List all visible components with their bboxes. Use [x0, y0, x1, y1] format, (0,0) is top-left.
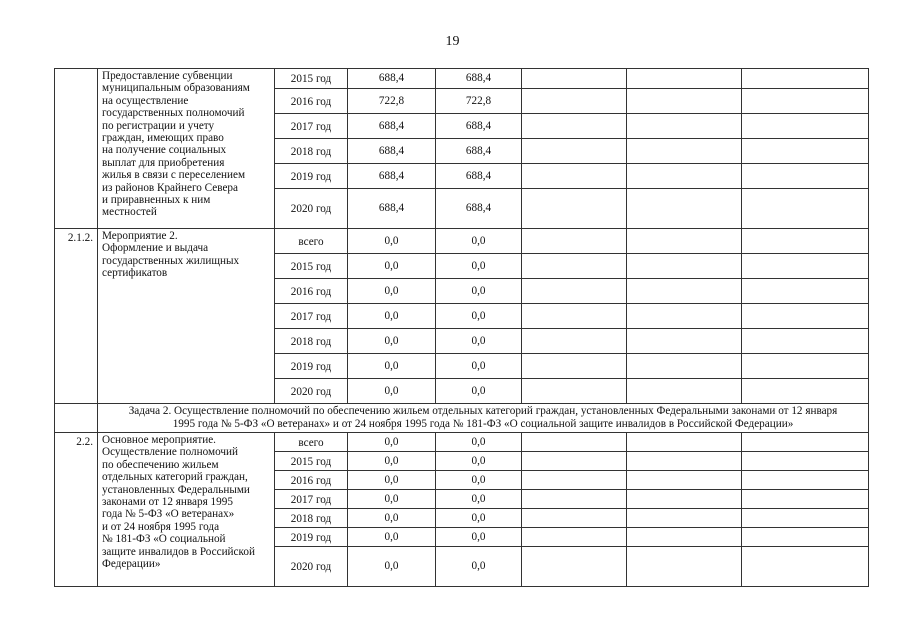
value-cell: 688,4	[436, 114, 522, 139]
year-cell: 2020 год	[275, 547, 348, 587]
empty-cell	[627, 229, 742, 254]
year-cell: 2019 год	[275, 354, 348, 379]
empty-cell	[627, 471, 742, 490]
value-cell: 688,4	[348, 189, 436, 229]
value-cell: 0,0	[436, 304, 522, 329]
empty-cell	[522, 509, 627, 528]
empty-cell	[627, 379, 742, 404]
value-cell: 722,8	[348, 89, 436, 114]
empty-cell	[742, 452, 869, 471]
task-row	[55, 404, 869, 433]
year-cell: 2018 год	[275, 329, 348, 354]
value-cell: 0,0	[348, 452, 436, 471]
year-cell: 2016 год	[275, 89, 348, 114]
empty-cell	[627, 490, 742, 509]
value-cell: 0,0	[348, 509, 436, 528]
empty-cell	[522, 452, 627, 471]
empty-cell	[627, 254, 742, 279]
year-cell: всего	[275, 229, 348, 254]
table-row	[55, 433, 869, 452]
empty-cell	[627, 547, 742, 587]
empty-cell	[522, 89, 627, 114]
value-cell: 0,0	[348, 528, 436, 547]
empty-cell	[627, 509, 742, 528]
empty-cell	[627, 433, 742, 452]
year-cell: 2015 год	[275, 254, 348, 279]
empty-cell	[522, 304, 627, 329]
empty-cell	[522, 354, 627, 379]
value-cell: 0,0	[348, 379, 436, 404]
empty-cell	[627, 114, 742, 139]
value-cell: 0,0	[348, 229, 436, 254]
table-row	[55, 229, 869, 254]
empty-cell	[522, 69, 627, 89]
empty-cell	[742, 471, 869, 490]
empty-cell	[522, 139, 627, 164]
value-cell: 0,0	[348, 471, 436, 490]
empty-cell	[627, 452, 742, 471]
empty-cell	[742, 490, 869, 509]
value-cell: 0,0	[436, 329, 522, 354]
row-number	[55, 69, 98, 229]
empty-cell	[627, 139, 742, 164]
empty-cell	[627, 329, 742, 354]
value-cell: 0,0	[436, 354, 522, 379]
year-cell: 2015 год	[275, 69, 348, 89]
empty-cell	[742, 254, 869, 279]
value-cell: 0,0	[348, 490, 436, 509]
program-table	[54, 68, 869, 587]
value-cell: 0,0	[348, 547, 436, 587]
year-cell: 2018 год	[275, 509, 348, 528]
table-row	[55, 69, 869, 89]
value-cell: 0,0	[348, 433, 436, 452]
year-cell: 2018 год	[275, 139, 348, 164]
empty-cell	[742, 164, 869, 189]
empty-cell	[627, 164, 742, 189]
empty-cell	[742, 379, 869, 404]
empty-cell	[522, 379, 627, 404]
empty-cell	[522, 279, 627, 304]
empty-cell	[742, 354, 869, 379]
empty-cell	[742, 528, 869, 547]
year-cell: 2019 год	[275, 164, 348, 189]
empty-cell	[742, 189, 869, 229]
empty-cell	[522, 471, 627, 490]
empty-cell	[742, 433, 869, 452]
value-cell: 0,0	[436, 547, 522, 587]
value-cell: 0,0	[436, 279, 522, 304]
empty-cell	[742, 304, 869, 329]
year-cell: 2017 год	[275, 304, 348, 329]
year-cell: 2015 год	[275, 452, 348, 471]
year-cell: 2020 год	[275, 379, 348, 404]
empty-cell	[627, 354, 742, 379]
value-cell: 688,4	[436, 164, 522, 189]
empty-cell	[742, 329, 869, 354]
empty-cell	[742, 89, 869, 114]
empty-cell	[742, 509, 869, 528]
empty-cell	[627, 528, 742, 547]
empty-cell	[522, 490, 627, 509]
empty-cell	[522, 547, 627, 587]
year-cell: 2016 год	[275, 279, 348, 304]
row-number: 2.2.	[55, 433, 98, 587]
empty-cell	[627, 304, 742, 329]
measure-name: Мероприятие 2. Оформление и выдача государственных жилищных сертификатов	[98, 229, 275, 404]
value-cell: 0,0	[436, 229, 522, 254]
measure-name: Предоставление субвенции муниципальным образованиям на осуществление государственных полномочий по регистрации и учету граждан, имеющих право на получение социальных выплат для приобретения жилья в связи с переселением из районов Крайнего Севера и приравненных к ним местностей	[98, 69, 275, 229]
value-cell: 0,0	[348, 254, 436, 279]
empty-cell	[742, 547, 869, 587]
value-cell: 688,4	[436, 189, 522, 229]
empty-cell	[742, 229, 869, 254]
empty-cell	[742, 279, 869, 304]
value-cell: 0,0	[436, 452, 522, 471]
year-cell: 2017 год	[275, 114, 348, 139]
value-cell: 688,4	[348, 164, 436, 189]
empty-cell	[742, 139, 869, 164]
empty-cell	[627, 69, 742, 89]
empty-cell	[522, 114, 627, 139]
value-cell: 688,4	[436, 69, 522, 89]
row-number: 2.1.2.	[55, 229, 98, 404]
value-cell: 0,0	[436, 433, 522, 452]
empty-cell	[627, 189, 742, 229]
year-cell: 2019 год	[275, 528, 348, 547]
value-cell: 688,4	[436, 139, 522, 164]
empty-cell	[522, 329, 627, 354]
value-cell: 0,0	[436, 490, 522, 509]
empty-cell	[522, 528, 627, 547]
empty-cell	[522, 164, 627, 189]
value-cell: 0,0	[436, 509, 522, 528]
year-cell: всего	[275, 433, 348, 452]
empty-cell	[522, 433, 627, 452]
empty-cell	[627, 89, 742, 114]
empty-cell	[55, 404, 98, 433]
empty-cell	[522, 254, 627, 279]
value-cell: 688,4	[348, 139, 436, 164]
task-heading: Задача 2. Осуществление полномочий по обеспечению жильем отдельных категорий граждан, установленных Федеральными законами от 12 января 1995 года № 5-ФЗ «О ветеранах» и от 24 ноября 1995 года № 181-ФЗ «О социальной защите инвалидов в Российской Федерации»	[98, 404, 869, 433]
value-cell: 688,4	[348, 114, 436, 139]
measure-name: Основное мероприятие. Осуществление полномочий по обеспечению жильем отдельных категорий граждан, установленных Федеральными законами от 12 января 1995 года № 5-ФЗ «О ветеранах» и от 24 ноября 1995 года № 181-ФЗ «О социальной защите инвалидов в Российской Федерации»	[98, 433, 275, 587]
table-body	[55, 69, 869, 587]
value-cell: 0,0	[436, 471, 522, 490]
empty-cell	[522, 189, 627, 229]
empty-cell	[742, 69, 869, 89]
value-cell: 722,8	[436, 89, 522, 114]
value-cell: 0,0	[348, 354, 436, 379]
value-cell: 0,0	[436, 379, 522, 404]
empty-cell	[522, 229, 627, 254]
value-cell: 0,0	[436, 528, 522, 547]
page-number: 19	[445, 34, 460, 49]
empty-cell	[742, 114, 869, 139]
empty-cell	[627, 279, 742, 304]
value-cell: 0,0	[436, 254, 522, 279]
value-cell: 0,0	[348, 279, 436, 304]
year-cell: 2020 год	[275, 189, 348, 229]
value-cell: 0,0	[348, 329, 436, 354]
value-cell: 0,0	[348, 304, 436, 329]
year-cell: 2016 год	[275, 471, 348, 490]
year-cell: 2017 год	[275, 490, 348, 509]
value-cell: 688,4	[348, 69, 436, 89]
